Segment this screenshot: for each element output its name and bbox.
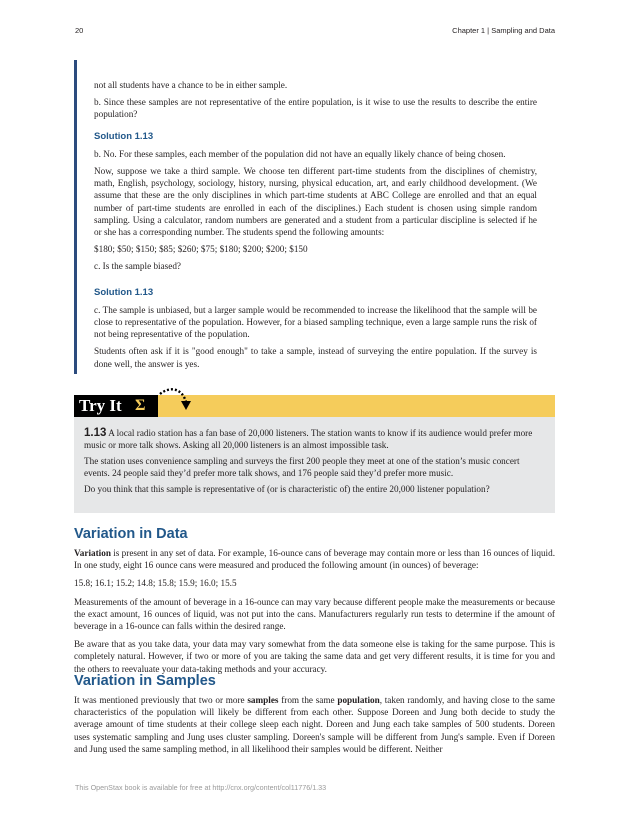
try-it-paragraph: The station uses convenience sampling and surveys the first 200 people they meet at one of the station’s music concert events. 24 people said they’d prefer more talk shows, and 176 people said they’d prefer more music. — [84, 456, 520, 478]
footer-link-text: This OpenStax book is available for free at http://cnx.org/content/col11776/1.33 — [75, 783, 327, 792]
try-it-label: Try It — [79, 396, 122, 415]
body-text: , taken randomly, and having close to the same characteristics of the population will likely be different from each other. Suppose Doreen and Jung both decide to study the average amount of time students at their college sleep each night. Doreen and Jung each take samples of 500 students. Doreen uses systematic sampling and Jung uses cluster sampling. Doreen's sample will be different from Jung's sample. Even if Doreen and Jung used the same sampling method, in all likelihood their samples would be different. Neither — [74, 695, 556, 754]
solution-heading: Solution 1.13 — [94, 286, 154, 298]
page-number: 20 — [75, 26, 84, 35]
try-it-label-box — [74, 395, 158, 417]
exercise-number: 1.13 — [84, 427, 107, 439]
example-paragraph: Now, suppose we take a third sample. We choose ten different part-time students from the disciplines of chemistry, math, English, psychology, sociology, history, nursing, physical education, art, and early childhood development. (We assume that these are the only disciplines in which part-time students at ABC College are enrolled and that an equal number of part-time students are enrolled in each of the disciplines.) Each student is chosen using simple random sampling. Using a calculator, random numbers are generated and a student from a particular discipline is selected if he or she has a corresponding number. The students spend the following amounts: — [94, 166, 537, 238]
amounts-list: $180; $50; $150; $85; $260; $75; $180; $200; $200; $150 — [94, 244, 308, 255]
example-box — [94, 79, 537, 375]
section-heading-variation-in-samples: Variation in Samples — [74, 673, 216, 689]
example-paragraph: Students often ask if it is "good enough" to take a sample, instead of surveying the entire population. If the survey is done well, the answer is yes. — [94, 346, 537, 369]
section-heading-variation-in-data: Variation in Data — [74, 526, 188, 542]
sigma-icon: Σ — [135, 397, 146, 414]
solution-heading: Solution 1.13 — [94, 130, 154, 142]
example-question-b: b. Since these samples are not representative of the entire population, is it wise to use the results to describe the entire population? — [94, 97, 537, 120]
example-question-c: c. Is the sample biased? — [94, 261, 181, 272]
key-term: population — [337, 695, 380, 705]
key-term: Variation — [74, 548, 111, 558]
try-it-content — [84, 427, 544, 499]
body-text: from the same — [278, 695, 338, 705]
try-it-paragraph: Do you think that this sample is representative of (or is characteristic of) the entire 20,000 listener population? — [84, 484, 490, 494]
body-text: is present in any set of data. For example, 16-ounce cans of beverage may contain more or less than 16 ounces of liquid. In one study, eight 16 ounce cans were measured and produced the following amount (in ounces) of beverage: — [74, 548, 555, 571]
try-it-text: A local radio station has a fan base of 20,000 listeners. The station wants to know if its audience would prefer more music or more talk shows. Asking all 20,000 listeners is an almost impossible task. — [84, 428, 533, 450]
body-text: It was mentioned previously that two or more — [74, 695, 248, 705]
example-paragraph: not all students have a chance to be in either sample. — [94, 80, 288, 90]
solution-text: c. The sample is unbiased, but a larger sample would be recommended to increase the likelihood that the sample will be close to representative of the population. However, for a biased sampling technique, even a large sample runs the risk of not being representative of the population. — [94, 304, 537, 340]
chapter-title: Chapter 1 | Sampling and Data — [452, 26, 555, 35]
example-sidebar-rule — [74, 60, 77, 374]
solution-text: b. No. For these samples, each member of the population did not have an equally likely chance of being chosen. — [94, 148, 506, 159]
body-paragraph: Be aware that as you take data, your data may vary somewhat from the data someone else is taking for the same purpose. This is completely natural. However, if two or more of you are taking the same data and get very different results, it is time for you and the others to reevaluate your data-taking methods and your accuracy. — [74, 639, 555, 674]
try-it-paragraph — [84, 427, 544, 451]
variation-samples-section — [74, 694, 555, 761]
body-paragraph: Measurements of the amount of beverage in a 16-ounce can may vary because different people make the measurements or because the exact amount, 16 ounces of liquid, was not put into the cans. Manufacturers regularly run tests to determine if the amount of beverage in a 16-ounce can falls within the desired range. — [74, 596, 555, 632]
body-paragraph — [74, 694, 555, 755]
key-term: samples — [247, 695, 279, 705]
measurement-values: 15.8; 16.1; 15.2; 14.8; 15.8; 15.9; 16.0; 15.5 — [74, 578, 237, 589]
dotted-arrow-icon — [158, 388, 194, 414]
body-paragraph — [74, 547, 555, 571]
variation-data-section — [74, 547, 555, 681]
